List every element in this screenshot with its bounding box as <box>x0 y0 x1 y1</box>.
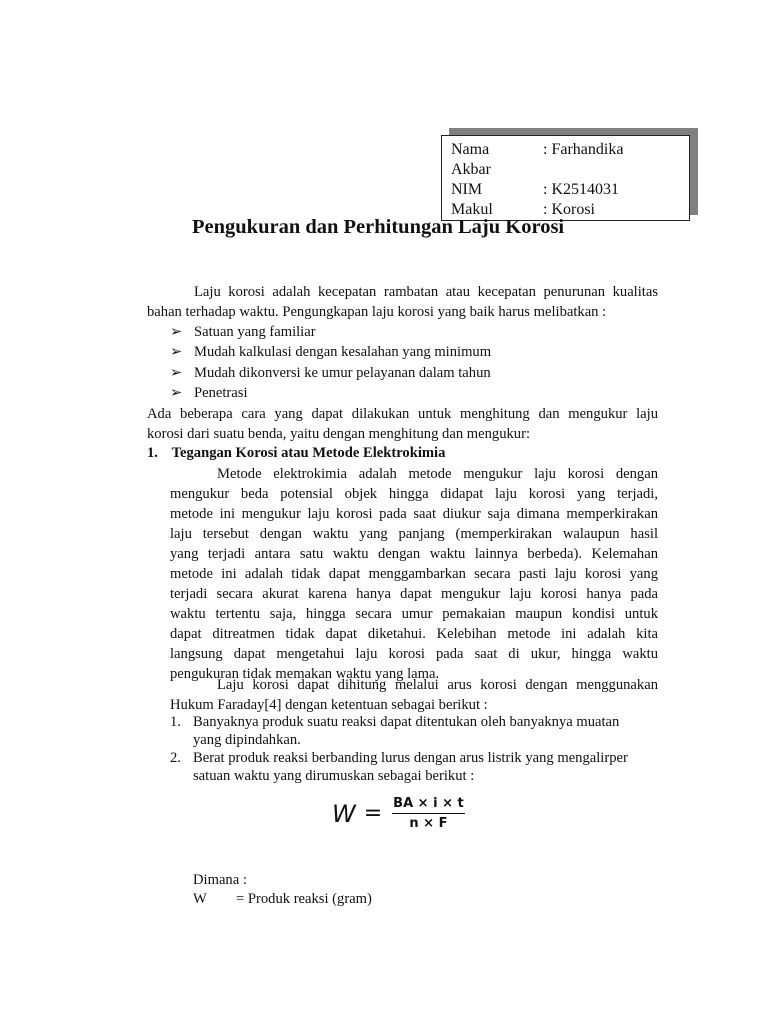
arrow-bullet-icon: ➢ <box>170 384 183 401</box>
text-line: Banyaknya produk suatu reaksi dapat ditentukan oleh banyaknya muatan <box>193 714 620 730</box>
id-value: : Korosi <box>543 201 595 218</box>
formula-numerator: BA × i × t <box>392 796 465 814</box>
id-key: Makul <box>451 201 493 218</box>
text-line: Hukum Faraday[4] dengan ketentuan sebagai berikut : <box>170 697 488 713</box>
text-line: Metode elektrokimia adalah metode mengukur laju korosi dengan <box>217 466 658 482</box>
definition-w <box>193 889 372 909</box>
electrochemical-paragraph <box>170 464 658 684</box>
text-line: Laju korosi adalah kecepatan rambatan atau kecepatan penurunan kualitas <box>194 284 658 300</box>
formula-denominator: n × F <box>409 816 448 831</box>
dimana-label: Dimana : <box>193 872 247 888</box>
text-line: mengukur beda potensial objek hingga didapat laju korosi yang terjadi, <box>170 486 658 502</box>
bullet-item <box>170 342 491 362</box>
page-title: Pengukuran dan Perhitungan Laju Korosi <box>192 216 565 238</box>
id-key: Nama <box>451 141 490 158</box>
text-line: metode ini adalah tidak dapat menggambarkan secara pasti laju korosi yang <box>170 566 658 582</box>
numbered-item <box>170 713 619 749</box>
formula-equals: = <box>363 801 383 826</box>
item-number: 1. <box>170 714 181 730</box>
text-line: korosi dari suatu benda, yaitu dengan menghitung dan mengukur: <box>147 426 531 442</box>
formula-fraction <box>392 796 465 831</box>
item-number: 2. <box>170 750 181 766</box>
intro-paragraph <box>147 282 658 322</box>
faraday-formula <box>332 796 465 831</box>
section-heading <box>147 443 445 463</box>
text-line: langsung dapat mengetahui laju korosi pada saat di ukur, hingga waktu <box>170 646 658 662</box>
id-row <box>451 140 689 160</box>
arrow-bullet-icon: ➢ <box>170 324 183 340</box>
id-row <box>451 160 689 180</box>
methods-paragraph <box>147 404 658 444</box>
bullet-item <box>170 322 316 342</box>
definition-symbol: W <box>193 891 207 907</box>
bullet-text: Mudah dikonversi ke umur pelayanan dalam tahun <box>194 364 491 381</box>
text-line: laju tersebut dengan waktu yang panjang (memperkirakan walaupun hasil <box>170 526 658 542</box>
text-line: yang terjadi antara satu waktu dengan waktu lainnya berbeda). Kelemahan <box>170 546 658 562</box>
text-line: yang dipindahkan. <box>193 732 301 748</box>
id-key: NIM <box>451 181 483 198</box>
text-line: dapat ditreatmen tidak dapat diketahui. Kelebihan metode ini adalah kita <box>170 626 658 642</box>
id-row <box>451 180 689 200</box>
text-line: metode ini mengukur laju korosi pada saat diukur saja dimana memperkirakan <box>170 506 658 522</box>
arrow-bullet-icon: ➢ <box>170 364 183 381</box>
text-line: terjadi secara akurat karena hanya dapat mengukur laju korosi hanya pada <box>170 586 658 602</box>
bullet-text: Satuan yang familiar <box>194 324 316 340</box>
formula-lhs: W <box>332 799 356 828</box>
numbered-item <box>170 749 628 785</box>
bullet-item <box>170 383 248 403</box>
bullet-text: Mudah kalkulasi dengan kesalahan yang minimum <box>194 344 492 361</box>
section-title: Tegangan Korosi atau Metode Elektrokimia <box>171 445 446 461</box>
arrow-bullet-icon: ➢ <box>170 344 183 361</box>
text-line: satuan waktu yang dirumuskan sebagai berikut : <box>193 768 475 784</box>
id-value: : K2514031 <box>543 181 619 198</box>
text-line: Ada beberapa cara yang dapat dilakukan untuk menghitung dan mengukur laju <box>147 406 658 422</box>
section-number: 1. <box>147 445 158 461</box>
text-line: Berat produk reaksi berbanding lurus dengan arus listrik yang mengalirper <box>193 750 628 766</box>
definition-text: = Produk reaksi (gram) <box>236 891 372 907</box>
student-id-box <box>441 135 690 221</box>
id-value: : Farhandika <box>543 141 624 158</box>
text-line: bahan terhadap waktu. Pengungkapan laju korosi yang baik harus melibatkan : <box>147 304 607 320</box>
text-line: waktu tertentu saja, hingga secara umur pemakaian maupun kondisi untuk <box>170 606 658 622</box>
text-line: Laju korosi dapat dihitung melalui arus korosi dengan menggunakan <box>217 677 658 693</box>
faraday-paragraph <box>170 675 658 715</box>
bullet-text: Penetrasi <box>194 384 248 401</box>
text-line: pengukuran tidak memakan waktu yang lama. <box>170 666 440 682</box>
id-key: Akbar <box>451 161 491 178</box>
bullet-item <box>170 363 491 383</box>
